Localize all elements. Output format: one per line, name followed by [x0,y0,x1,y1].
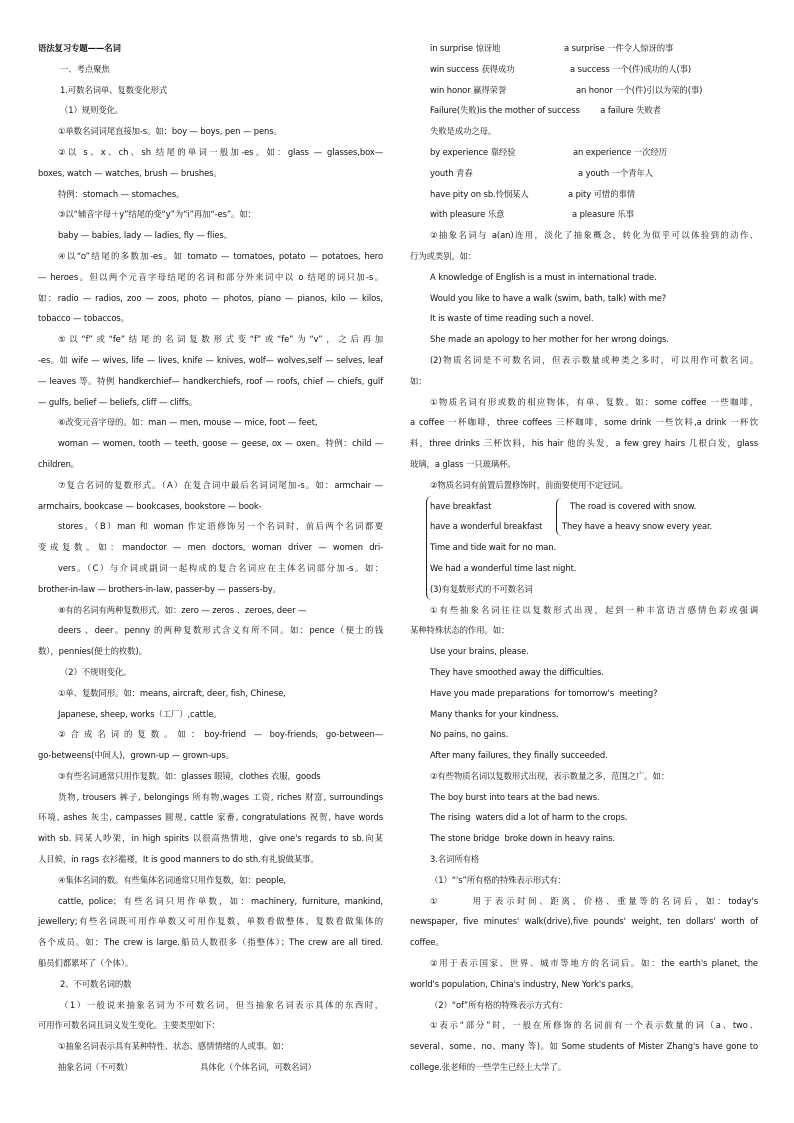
text-line: armchairs, bookcase — bookcases, bookstore — book- [38,500,262,511]
table-row [410,59,758,80]
text-line: ②抽象名词与 a(an)连用，淡化了抽象概念，转化为似乎可以体验到的动作、 [430,230,758,241]
text-line: We had a wonderful time last night. [430,562,577,573]
text-line: — heroes。但以两个元音字母结尾的名词和部分外来词中以 o 结尾的词只加-s。 [38,271,383,282]
text-line: baby — babies, lady — ladies, fly — flies。 [58,230,232,241]
table-row [410,184,758,205]
text-line: It is waste of time reading such a novel. [430,313,594,324]
text-line: ③以“辅音字母＋y”结尾的变“y”为“i”再加“-es”。如： [58,209,256,220]
document-title: 语法复习专题——名词 [38,43,121,53]
text-line: Many thanks for your kindness. [430,708,559,719]
subsection-heading: （1）“'s”所有格的特殊表示形式有： [430,874,567,885]
table-row [410,516,758,537]
text-line: (3)有复数形式的不可数名词 [430,583,533,594]
text-line: ①抽象名词表示具有某种特性、状态、感情情绪的人或事。如： [58,1041,289,1052]
text-line: ①有些抽象名词往往以复数形式出现，起到一种丰富语言感情色彩或强调 [430,604,758,615]
text-line: 船员们都累坏了（个体）。 [38,958,134,969]
text-line: They have smoothed away the difficulties. [430,666,604,677]
table-cell: a surprise 一件令人惊讶的事 [564,43,674,53]
text-line: ⑦复合名词的复数形式。（A）在复合词中最后名词词尾加-s。如：armchair — [58,479,383,490]
text-line: Use your brains, please. [430,646,529,657]
text-line: ②合成名词的复数。如：boy-friend — boy-friends, go-between— [58,729,383,740]
table-cell: have pity on sb.怜悯某人 [430,188,529,199]
subsection-heading: （2）“of”所有格的特殊表示方式有： [430,999,568,1010]
text-line: ②以 s、x、ch、sh 结尾的单词一般加-es。如：glass — glasses,box— [58,146,383,157]
table-cell: a pity 可惜的事情 [568,188,636,199]
table-row [38,1057,383,1078]
subsection-heading: （2）不规则变化。 [60,666,132,677]
text-line: jewellery;有些名词既可用作单数又可用作复数，单数看做整体，复数看做集体的 [38,916,383,927]
text-line: 玻璃，a glass 一只玻璃杯。 [410,458,516,469]
text-line: ②有些物质名词以复数形式出现，表示数量之多，范围之广。如： [430,770,670,781]
subsection-heading: 1.可数名词单、复数变化形式 [60,84,168,95]
text-line: 行为或类别。如： [410,250,477,261]
table-cell: an honor 一个(件)引以为荣的(事) [576,84,703,95]
text-line: children。 [38,458,80,469]
table-cell: a youth 一个青年人 [578,167,654,178]
text-line: ④集体名词的数。有些集体名词通常只用作复数，如：people, [58,874,287,885]
table-cell: 具体化（个体名词，可数名词） [200,1062,316,1073]
text-line: ①单数名词词尾直接加-s。如：boy — boys, pen — pens。 [58,126,282,137]
text-line: The stone bridge broke down in heavy rains. [430,833,615,844]
text-line: ①物质名词有形或数的相应物体，有单、复数。如：some coffee 一些咖啡， [430,396,758,407]
text-line: a coffee 一杯咖啡，three coffees 三杯咖啡，some drink 一些饮料,a drink 一杯饮 [410,417,758,428]
example-group [410,496,758,600]
text-line: 料，three drinks 三杯饮料，his hair 他的头发，a few grey hairs 几根白发，glass [410,438,758,449]
text-line: newspaper, five minutes' walk(drive),five pounds' weight, ten dollars' worth of [410,916,758,927]
text-line: with sb. 同某人吵架，in high spirits 以很高热情地，give one's regards to sb.向某 [38,833,383,844]
text-line: go-betweens(中间人)，grown-up — grown-ups。 [38,750,234,761]
text-line: ①单、复数同形。如：means, aircraft, deer, fish, Chinese, [58,687,286,698]
text-line: ②物质名词有前置后置修饰时，前面要使用不定冠词。 [430,479,628,490]
text-line: Time and tide wait for no man. [430,542,557,553]
table-row [410,38,758,59]
subsection-heading: （1）规则变化。 [60,105,124,116]
table-cell: win honor 赢得荣誉 [430,84,507,95]
text-line: She made an apology to her mother for her wrong doings. [430,334,669,345]
table-cell: The road is covered with snow. [570,500,697,511]
text-line: stores。（B）man 和 woman 作定语修饰另一个名词时，前后两个名词都要 [58,521,383,532]
text-line: 可用作可数名词且词义发生变化。主要类型如下： [38,1020,221,1031]
table-row [410,142,758,163]
text-line: vers。（C）与介词或副词一起构成的复合名词应在主体名词部分加-s。如： [58,562,383,573]
text-line: 如： [410,375,427,386]
text-line: deers 、deer。penny 的两种复数形式含义有所不同。如：pence（便士的钱 [58,625,383,636]
text-line: A knowledge of English is a must in international trade. [430,271,657,282]
text-line: college.张老师的一些学生已经上大学了。 [410,1062,566,1073]
text-line: 某种特殊状态的作用。如： [410,625,510,636]
table-cell: They have a heavy snow every year. [562,521,713,532]
text-line: tobacco — tobaccos。 [38,313,129,324]
text-line: 如：radio — radios, zoo — zoos, photo — photos, piano — pianos, kilo — kilos, [38,292,383,303]
left-brace [426,496,435,600]
text-line: — gulfs, belief — beliefs, cliff — cliffs。 [38,396,198,407]
subsection-heading: 3.名词所有格 [430,854,480,865]
text-line: Have you made preparations for tomorrow's meeting? [430,687,658,698]
table-cell: youth 青春 [430,167,473,178]
text-line: Failure(失败)is the mother of success a failure 失败者 [430,105,661,116]
text-line: ③有些名词通常只用作复数。如：glasses 眼镜，clothes 衣服，goods [58,770,321,781]
section-heading: 一、考点聚焦 [60,63,110,74]
table-row [410,163,758,184]
table-cell: with pleasure 乐意 [430,209,505,220]
table-cell: win success 获得成功 [430,63,515,74]
text-line: No pains, no gains. [430,729,509,740]
table-cell: a success 一个(件)成功的人(事) [570,63,692,74]
text-line: ⑥改变元音字母的。如：man — men, mouse — mice, foot — feet, [58,417,318,428]
text-line: woman — women, tooth — teeth, goose — geese, ox — oxen。特例：child — [58,438,383,449]
text-line: （1）一般说来抽象名词为不可数名词，但当抽象名词表示具体的东西时， [60,999,383,1010]
text-line: The boy burst into tears at the bad news. [430,791,600,802]
text-line: ④以“o”结尾的多数加-es。如 tomato — tomatoes, potato — potatoes, hero [58,250,383,261]
table-cell: by experience 靠经验 [430,146,516,157]
text-line: ⑤以“f”或“fe”结尾的名词复数形式变“f”或“fe”为“v”，之后再加 [58,334,383,345]
table-cell: a pleasure 乐事 [572,209,634,220]
left-column [38,38,383,1078]
subsection-heading: 2、不可数名词的数 [60,978,132,989]
right-column [410,38,758,1078]
text-line: ②用于表示国家、世界、城市等地方的名词后。如：the earth's planet, the [430,958,758,969]
text-line: several、some、no、many 等)。如 Some students of Mister Zhang's have gone to [410,1041,758,1052]
text-line: 环境, ashes 灰尘, campasses 圆规, cattle 家畜, congratulations 祝贺, have words [38,812,383,823]
text-line: 各个成员。如：The crew is large.船员人数很多（指整体）；The crew are all tired. [38,937,383,948]
text-line: world's population, China's industry, New York's parks。 [410,978,639,989]
text-line: ① 用于表示时间、距离、价格、重量等的名词后，如：today's [430,895,758,906]
text-line: Would you like to have a walk (swim, bath, talk) with me? [430,292,667,303]
text-line: 人目候，in rags 衣衫褴褛，It is good manners to do sth.有礼貌做某事。 [38,854,319,865]
text-line: Japanese, sheep, works（工厂）,cattle。 [58,708,222,719]
text-line: 数），pennies(便士的枚数)。 [38,646,147,657]
table-cell: in surprise 惊讶地 [430,43,501,53]
table-row [410,204,758,225]
text-line: — leaves 等。特例 handkerchief— handkerchiefs, roof — roofs, chief — chiefs, gulf [38,375,383,386]
text-line: 特例：stomach — stomaches。 [58,188,185,199]
text-line: 货物, trousers 裤子, belongings 所有物,wages 工资, riches 财富, surroundings [58,791,383,802]
text-line: 失败是成功之母。 [430,126,497,137]
text-line: cattle, police；有些名词只用作单数，如：machinery, furniture, mankind, [58,895,383,906]
text-line: -es。如 wife — wives, life — lives, knife — knives, wolf— wolves,self — selves, leaf [38,354,383,365]
text-line: boxes, watch — watches, brush — brushes。 [38,167,222,178]
text-line: ①表示“部分”时，一般在所修饰的名词前有一个表示数量的词（a、two、 [430,1020,758,1031]
text-line: (2)物质名词是不可数名词，但表示数量或种类之多时，可以用作可数名词。 [430,354,758,365]
table-cell: an experience 一次经历 [573,146,667,157]
table-cell: 抽象名词（不可数） [58,1062,133,1073]
table-row [410,496,758,517]
table-cell: have breakfast [430,500,492,511]
text-line: brother-in-law — brothers-in-law, passer-by — passers-by。 [38,583,281,594]
text-line: The rising waters did a lot of harm to the crops. [430,812,628,823]
text-line: 变成复数。如：mandoctor — men doctors, woman driver — women dri- [38,542,383,553]
text-line: coffee。 [410,937,444,948]
text-line: ⑧有的名词有两种复数形式。如：zero — zeros 、zeroes, deer — [58,604,307,615]
table-row [410,80,758,101]
table-cell: have a wonderful breakfast [430,521,543,532]
right-brace [556,498,565,536]
text-line: After many failures, they finally succeeded. [430,750,608,761]
